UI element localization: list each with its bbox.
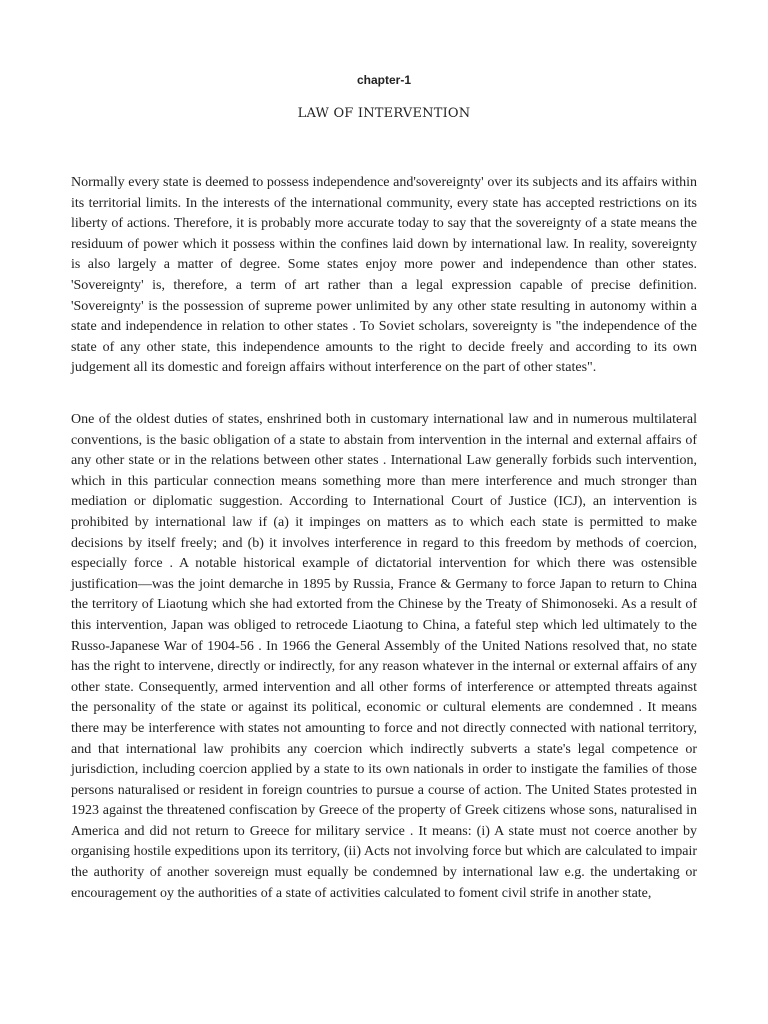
chapter-label: chapter-1 [356,73,412,87]
document-title: LAW OF INTERVENTION [297,106,471,121]
paragraph-intervention: One of the oldest duties of states, enshrined both in customary international law and in numerous multilateral conventions, is the basic obligation of a state to abstain from intervention in the internal and external affairs of any other state or in the relations between other states . International Law generally forbids such intervention, which in this particular connection means something more than mere interference and much stronger than mediation or diplomatic suggestion. According to International Court of Justice (ICJ), an intervention is prohibited by international law if (a) it impinges on matters as to which each state is permitted to make decisions by itself freely; and (b) it involves interference in regard to this freedom by methods of coercion, especially force . A notable historical example of dictatorial intervention for which there was ostensible justification—was the joint demarche in 1895 by Russia, France & Germany to force Japan to return to China the territory of Liaotung which she had extorted from the Chinese by the Treaty of Shimonoseki. As a result of this intervention, Japan was obliged to retrocede Liaotung to China, a fateful step which led ultimately to the Russo-Japanese War of 1904-56 . In 1966 the General Assembly of the United Nations resolved that, no state has the right to intervene, directly or indirectly, for any reason whatever in the internal or external affairs of any other state. Consequently, armed intervention and all other forms of interference or attempted threats against the personality of the state or against its political, economic or cultural elements are condemned . It means there may be interference with states not amounting to force and not directly connected with national territory, and that international law prohibits any coercion which indirectly subverts a state's legal competence or jurisdiction, including coercion applied by a state to its own nationals in order to instigate the families of those persons naturalised or resident in foreign countries to pursue a course of action. The United States protested in 1923 against the threatened confiscation by Greece of the property of Greek citizens whose sons, naturalised in America and did not return to Greece for military service . It means: (i) A state must not coerce another by organising hostile expeditions upon its territory, (ii) Acts not involving force but which are calculated to impair the authority of another sovereign must equally be condemned by international law e.g. the undertaking or encouragement oy the authorities of a state of activities calculated to foment civil strife in another state, [71,412,697,901]
paragraph-sovereignty: Normally every state is deemed to possess independence and'sovereignty' over its subjects and its affairs within its territorial limits. In the interests of the international community, every state has accepted restrictions on its liberty of actions. Therefore, it is probably more accurate today to say that the sovereignty of a state means the residuum of power which it possess within the confines laid down by international law. In reality, sovereignty is also largely a matter of degree. Some states enjoy more power and independence than other states. 'Sovereignty' is, therefore, a term of art rather than a legal expression capable of precise definition. 'Sovereignty' is the possession of supreme power unlimited by any other state resulting in autonomy within a state and independence in relation to other states . To Soviet scholars, sovereignty is "the independence of the state of any other state, this independence amounts to the right to decide freely and according to its own judgement all its domestic and foreign affairs without interference on the part of other states". [71,175,697,376]
